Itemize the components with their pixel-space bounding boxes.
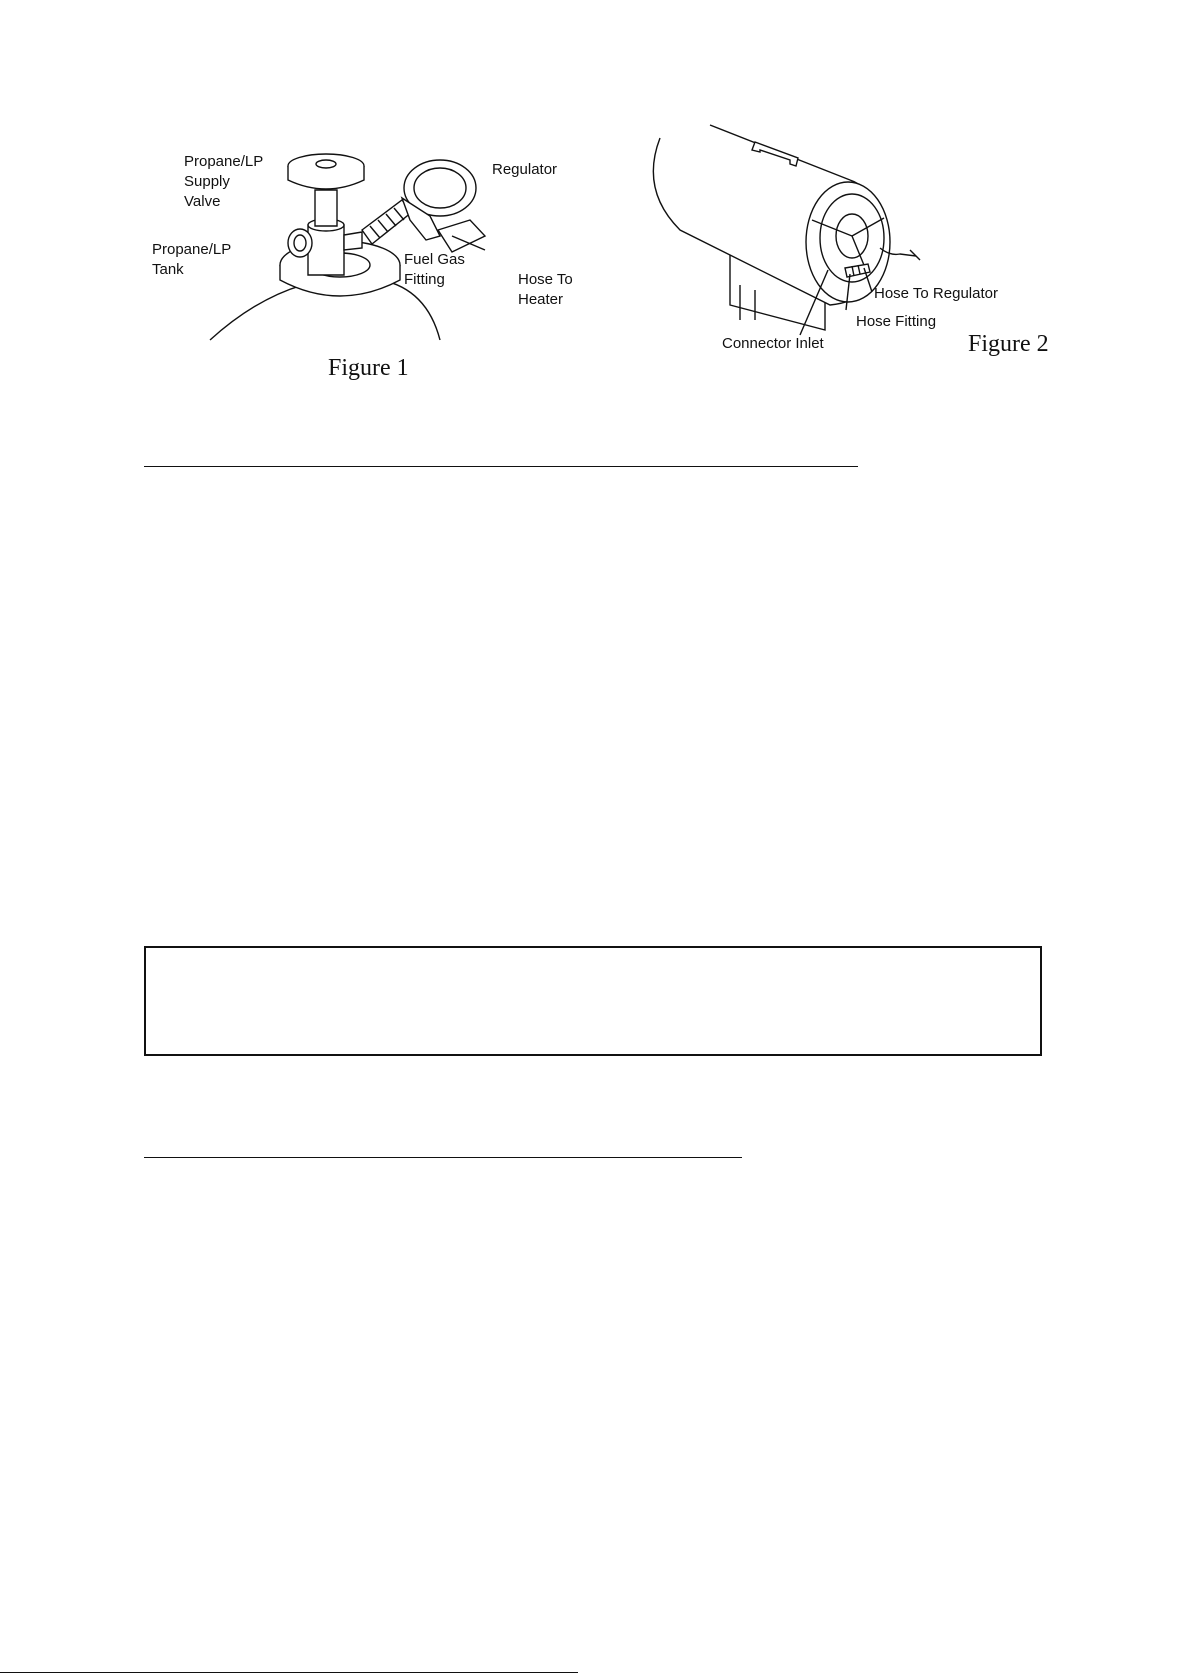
- label-connector-inlet: Connector Inlet: [722, 335, 824, 352]
- label-hose-to-heater-line2: Heater: [518, 291, 564, 308]
- section-divider-1: [144, 466, 858, 467]
- label-supply-valve-line2: Supply: [184, 173, 230, 190]
- figure-1-caption: Figure 1: [328, 355, 409, 381]
- label-hose-to-regulator: Hose To Regulator: [874, 285, 998, 302]
- label-regulator: Regulator: [492, 161, 558, 178]
- label-hose-to-heater: [518, 270, 573, 310]
- label-hose-to-heater-line1: Hose To: [518, 271, 573, 288]
- section-divider-2: [144, 1157, 742, 1158]
- label-tank-line2: Tank: [152, 261, 184, 278]
- label-supply-valve-line1: Propane/LP: [184, 153, 264, 170]
- footer-rule: [0, 1672, 578, 1673]
- label-supply-valve: [184, 152, 263, 212]
- label-tank: [152, 240, 231, 280]
- label-hose-fitting: Hose Fitting: [856, 313, 937, 330]
- figure-2: [640, 120, 1060, 390]
- label-fuel-gas-line1: Fuel Gas: [404, 251, 465, 268]
- label-tank-line1: Propane/LP: [152, 241, 232, 258]
- figure-2-caption: Figure 2: [968, 331, 1049, 357]
- valve-body: [308, 225, 344, 275]
- label-fuel-gas-fitting: [404, 250, 465, 290]
- notice-box: [144, 946, 1042, 1056]
- label-supply-valve-line3: Valve: [184, 193, 221, 210]
- figure-1: [140, 140, 600, 390]
- label-fuel-gas-line2: Fitting: [404, 271, 445, 288]
